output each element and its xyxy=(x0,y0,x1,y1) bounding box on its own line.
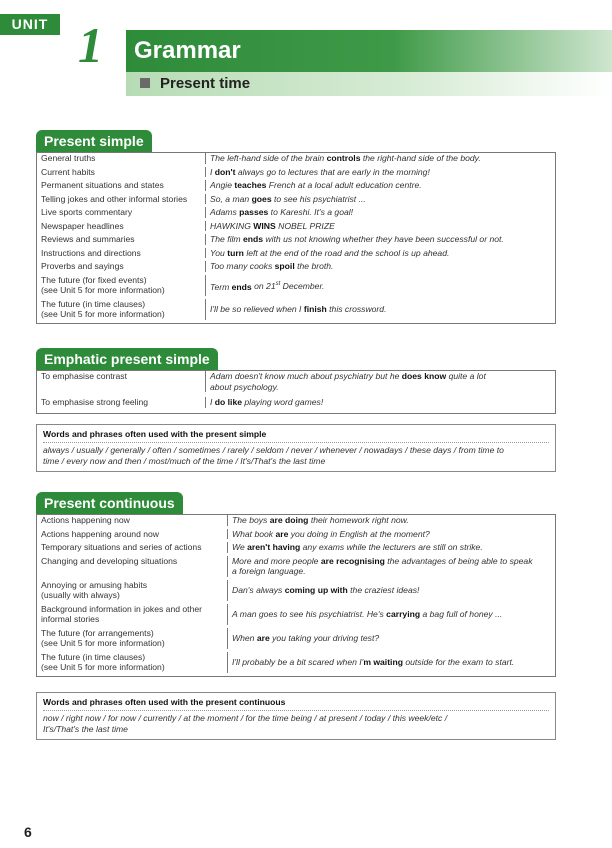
use-text: The future (for fixed events) xyxy=(41,274,147,285)
present-continuous-rows xyxy=(37,515,555,676)
use-text: Permanent situations and states xyxy=(41,180,164,190)
use-cell xyxy=(37,515,227,526)
use-cell xyxy=(37,248,205,259)
use-note: (see Unit 5 for more information) xyxy=(41,309,165,319)
use-text: Proverbs and sayings xyxy=(41,261,124,271)
example-pre: What book xyxy=(232,528,276,539)
example-sentence xyxy=(210,261,555,272)
use-text: Live sports commentary xyxy=(41,207,133,217)
emphatic-table xyxy=(36,370,556,414)
present-continuous-table xyxy=(36,514,556,677)
example-pre: The film xyxy=(210,234,243,244)
example-sentence xyxy=(210,180,555,191)
emphatic-heading: Emphatic present simple xyxy=(36,348,218,370)
use-text: Changing and developing situations xyxy=(41,555,178,566)
example-pre: Angie xyxy=(210,180,235,190)
example-verb: passes xyxy=(239,207,269,217)
example-sentence xyxy=(232,609,555,620)
example-verb: ends xyxy=(242,234,264,244)
example-sentence xyxy=(232,515,555,526)
example-sentence xyxy=(232,657,555,668)
use-cell xyxy=(37,180,205,191)
table-row xyxy=(37,397,555,413)
example-pre: The left-hand side of the brain xyxy=(210,153,327,163)
use-note: informal stories xyxy=(41,614,100,624)
use-note: (see Unit 5 for more information) xyxy=(41,662,165,672)
example-pre: Term xyxy=(210,281,232,292)
example-cell xyxy=(227,652,555,673)
example-cell xyxy=(205,371,555,392)
table-row xyxy=(37,299,555,323)
table-row xyxy=(37,580,555,604)
example-cell xyxy=(205,248,555,259)
words-simple-line1: always / usually / generally / often / sometimes / rarely / seldom / never / whenever / nowadays / these days / from time to xyxy=(43,445,504,455)
example-post: French at a local adult education centre. xyxy=(266,180,422,190)
use-cell xyxy=(37,542,227,553)
example-cell xyxy=(205,234,555,245)
example-sentence xyxy=(232,542,555,553)
example-post: NOBEL PRIZE xyxy=(275,220,335,231)
use-cell xyxy=(37,628,227,649)
example-pre: Adams xyxy=(210,207,240,217)
example-cell xyxy=(205,299,555,320)
example-post: to see his psychiatrist ... xyxy=(271,193,366,204)
unit-number: 1 xyxy=(78,17,103,73)
use-text: Actions happening now xyxy=(41,515,130,525)
example-post: left at the end of the road and the school is up ahead. xyxy=(243,247,450,258)
example-pre: Too many cooks xyxy=(210,261,275,271)
example-sentence xyxy=(210,280,555,292)
example-post: you doing in English at the moment? xyxy=(288,528,430,539)
example-continuation: a foreign language. xyxy=(232,566,306,576)
use-text: The future (in time clauses) xyxy=(41,298,146,309)
words-continuous-line1: now / right now / for now / currently / at the moment / for the time being / at present / today / this week/etc / xyxy=(43,713,448,723)
example-pre: A man goes to see his psychiatrist. He's xyxy=(232,608,387,619)
example-cell xyxy=(227,529,555,540)
example-post: playing word games! xyxy=(242,397,324,407)
example-sentence xyxy=(210,194,555,205)
table-row xyxy=(37,542,555,556)
example-cell xyxy=(227,628,555,649)
use-cell xyxy=(37,275,205,296)
example-verb: are doing xyxy=(269,515,309,525)
example-cell xyxy=(205,207,555,218)
use-text: To emphasise contrast xyxy=(41,371,127,381)
example-cell xyxy=(205,221,555,232)
example-sentence xyxy=(210,221,555,232)
use-note: (usually with always) xyxy=(41,590,120,600)
example-verb: are xyxy=(275,528,289,539)
example-sentence xyxy=(210,234,555,245)
example-verb: finish xyxy=(303,303,327,314)
example-cell xyxy=(205,180,555,191)
use-cell xyxy=(37,261,205,272)
table-row xyxy=(37,194,555,208)
use-text: The future (in time clauses) xyxy=(41,651,146,662)
use-text: Telling jokes and other informal stories xyxy=(41,193,188,204)
example-verb: controls xyxy=(326,153,361,163)
example-verb: does know xyxy=(401,371,447,381)
example-verb: don't xyxy=(214,166,236,177)
example-verb: spoil xyxy=(274,261,295,271)
example-cell xyxy=(227,556,555,577)
example-sentence xyxy=(232,585,555,596)
use-text: To emphasise strong feeling xyxy=(41,397,149,407)
use-cell xyxy=(37,397,205,408)
example-post: their homework right now. xyxy=(308,515,409,525)
example-cell xyxy=(227,542,555,553)
example-verb: ends xyxy=(231,281,252,292)
example-pre: Dan's always xyxy=(232,584,285,595)
table-row xyxy=(37,180,555,194)
example-cell xyxy=(205,275,555,296)
present-continuous-heading: Present continuous xyxy=(36,492,183,514)
use-cell xyxy=(37,207,205,218)
example-pre: Adam doesn't know much about psychiatry but he xyxy=(210,371,402,381)
table-row xyxy=(37,628,555,652)
emphatic-rows xyxy=(37,371,555,413)
use-text: Actions happening around now xyxy=(41,528,160,539)
use-cell xyxy=(37,604,227,625)
example-cell xyxy=(227,580,555,601)
table-row xyxy=(37,275,555,299)
words-continuous-heading: Words and phrases often used with the present continuous xyxy=(43,697,286,707)
words-continuous-line2: It's/That's the last time xyxy=(43,724,128,734)
example-verb: do like xyxy=(214,397,243,407)
use-note: (see Unit 5 for more information) xyxy=(41,285,165,295)
use-cell xyxy=(37,652,227,673)
use-cell xyxy=(37,221,205,232)
table-row xyxy=(37,234,555,248)
present-simple-rows xyxy=(37,153,555,323)
square-bullet-icon xyxy=(140,78,150,88)
example-cell xyxy=(205,153,555,164)
example-cell xyxy=(227,515,555,526)
use-text: General truths xyxy=(41,153,96,163)
example-verb: aren't having xyxy=(247,542,301,552)
use-cell xyxy=(37,167,205,178)
words-continuous-body xyxy=(43,710,549,735)
use-cell xyxy=(37,234,205,245)
example-cell xyxy=(227,604,555,625)
table-row xyxy=(37,604,555,628)
example-post: always go to lectures that are early in the morning! xyxy=(235,166,430,177)
table-row xyxy=(37,371,555,397)
example-post: outside for the exam to start. xyxy=(402,656,515,667)
example-pre: HAWKING xyxy=(210,220,254,231)
example-post: the right-hand side of the body. xyxy=(360,153,481,163)
table-row xyxy=(37,261,555,275)
example-pre: So, a man xyxy=(210,193,252,204)
example-pre: I xyxy=(210,397,215,407)
example-pre: You xyxy=(210,247,228,258)
example-verb: carrying xyxy=(386,608,421,619)
example-sentence xyxy=(210,167,555,178)
example-verb: WINS xyxy=(253,220,276,231)
table-row xyxy=(37,221,555,235)
example-verb: are xyxy=(256,632,270,643)
table-row xyxy=(37,529,555,543)
example-pre: When xyxy=(232,632,257,643)
example-sentence xyxy=(232,556,555,567)
use-cell xyxy=(37,529,227,540)
use-note: (see Unit 5 for more information) xyxy=(41,638,165,648)
example-verb: m waiting xyxy=(363,656,403,667)
use-cell xyxy=(37,580,227,601)
table-row xyxy=(37,652,555,676)
example-verb: teaches xyxy=(234,180,267,190)
example-verb: goes xyxy=(251,193,272,204)
use-cell xyxy=(37,371,205,392)
example-pre: More and more people xyxy=(232,555,321,566)
example-sentence xyxy=(210,371,555,382)
example-pre: I xyxy=(210,166,215,177)
use-text: Background information in jokes and other xyxy=(41,603,202,614)
table-row xyxy=(37,153,555,167)
example-post: this crossword. xyxy=(326,303,387,314)
words-simple-box xyxy=(36,424,556,472)
example-cell xyxy=(205,194,555,205)
example-sentence xyxy=(232,633,555,644)
example-post: the advantages of being able to speak xyxy=(384,555,533,566)
example-sentence xyxy=(210,248,555,259)
example-post: you taking your driving test? xyxy=(269,632,380,643)
example-post: the craziest ideas! xyxy=(347,584,420,595)
example-pre: I'll probably be a bit scared when I' xyxy=(232,656,364,667)
use-cell xyxy=(37,299,205,320)
example-post: a bag full of honey ... xyxy=(420,608,503,619)
example-cell xyxy=(205,261,555,272)
use-cell xyxy=(37,194,205,205)
example-post: the broth. xyxy=(294,261,334,271)
table-row xyxy=(37,207,555,221)
use-text: Temporary situations and series of actions xyxy=(41,542,202,552)
example-sentence xyxy=(210,397,555,408)
example-sentence xyxy=(210,207,555,218)
example-post: quite a lot xyxy=(446,371,486,381)
present-simple-table xyxy=(36,152,556,324)
example-sentence xyxy=(210,153,555,164)
example-post: with us not knowing whether they have been successful or not. xyxy=(263,234,504,244)
unit-label: UNIT xyxy=(0,14,60,35)
example-cell xyxy=(205,397,555,408)
example-post: any exams while the lecturers are still on strike. xyxy=(300,542,483,552)
use-cell xyxy=(37,556,227,577)
example-verb: coming up with xyxy=(284,584,348,595)
words-simple-body xyxy=(43,442,549,467)
table-row xyxy=(37,167,555,181)
example-sentence xyxy=(232,529,555,540)
example-post: to Kareshi. It's a goal! xyxy=(268,207,354,217)
example-pre: The boys xyxy=(232,515,270,525)
use-text: The future (for arrangements) xyxy=(41,627,154,638)
use-text: Instructions and directions xyxy=(41,247,141,258)
example-continuation: about psychology. xyxy=(210,381,279,392)
use-text: Current habits xyxy=(41,166,95,177)
example-sentence xyxy=(210,304,555,315)
words-simple-line2: time / every now and then / most/much of the time / It's/That's the last time xyxy=(43,456,326,466)
table-row xyxy=(37,556,555,580)
words-simple-heading: Words and phrases often used with the present simple xyxy=(43,429,267,439)
page-subtitle xyxy=(126,72,612,96)
table-row xyxy=(37,515,555,529)
use-text: Annoying or amusing habits xyxy=(41,579,148,590)
example-verb: turn xyxy=(227,247,244,258)
example-pre: We xyxy=(232,542,248,552)
example-cell xyxy=(205,167,555,178)
example-post: on 21st December. xyxy=(251,281,325,292)
example-pre: I'll be so relieved when I xyxy=(210,303,304,314)
use-cell xyxy=(37,153,205,164)
page-number: 6 xyxy=(24,824,32,840)
table-row xyxy=(37,248,555,262)
present-simple-heading: Present simple xyxy=(36,130,152,152)
subtitle-text: Present time xyxy=(160,75,251,92)
use-text: Newspaper headlines xyxy=(41,220,124,231)
use-text: Reviews and summaries xyxy=(41,234,135,244)
page-title: Grammar xyxy=(126,30,612,72)
example-verb: are recognising xyxy=(320,555,385,566)
words-continuous-box xyxy=(36,692,556,740)
